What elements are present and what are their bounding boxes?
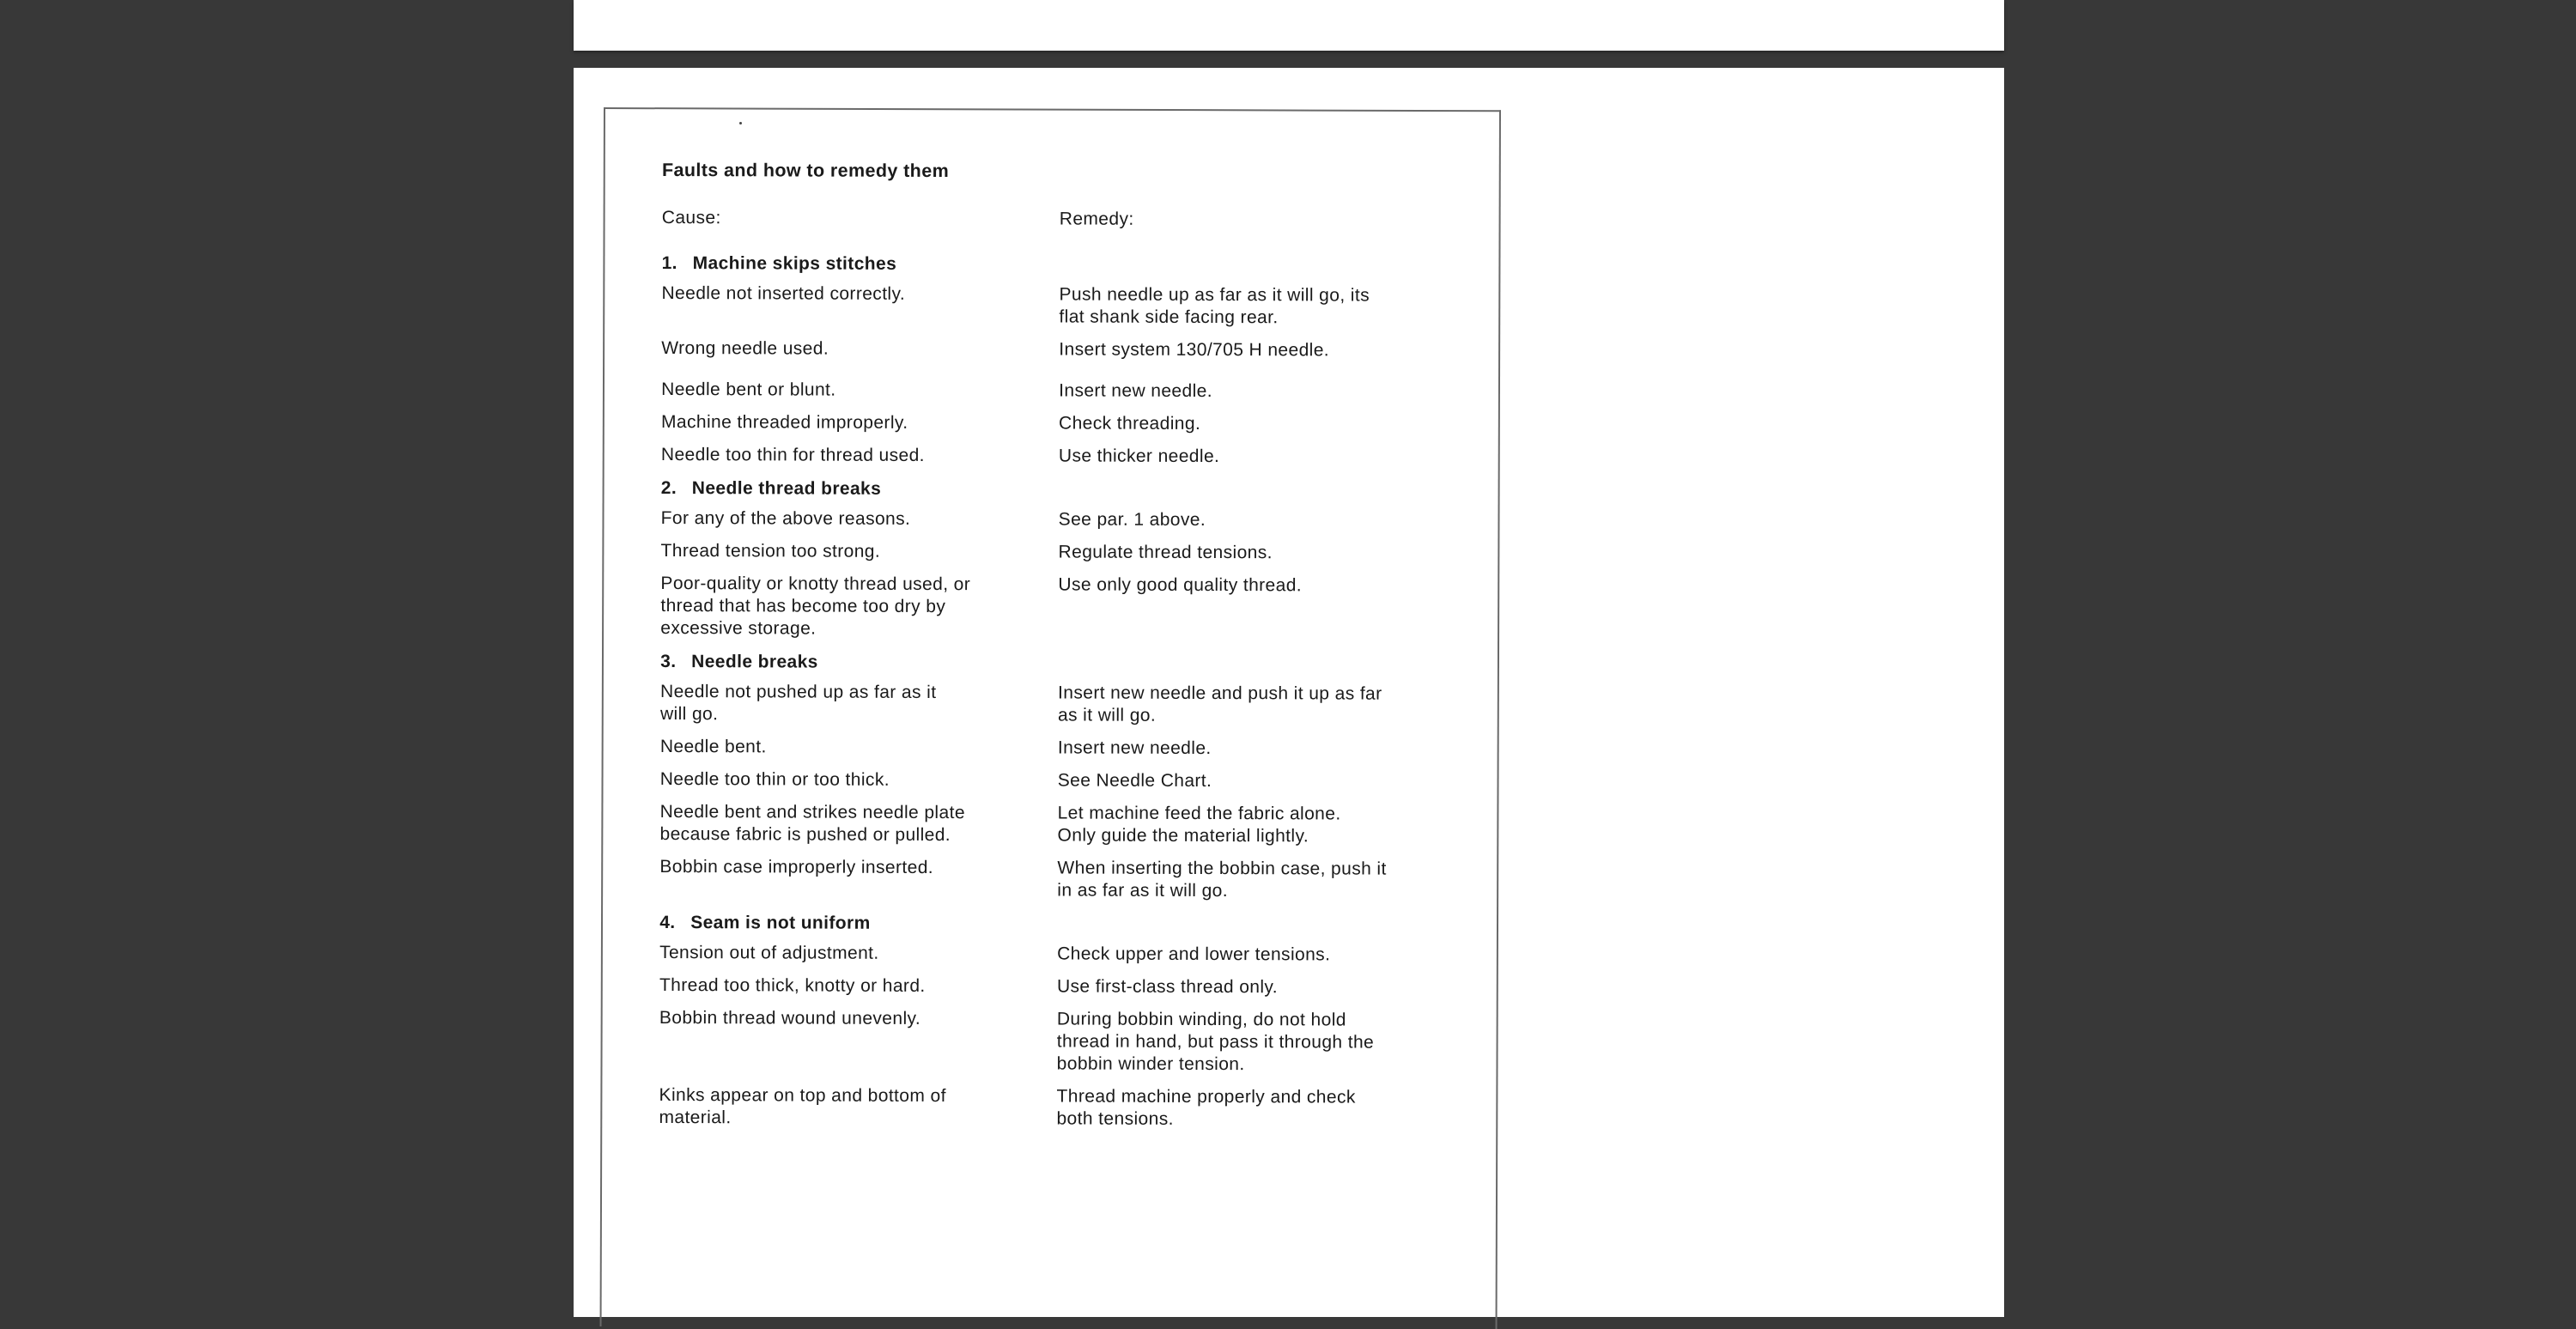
fault-cause: Machine threaded improperly. <box>661 411 908 433</box>
fault-remedy: Check upper and lower tensions. <box>1057 944 1331 965</box>
fault-remedy: Thread machine properly and check both tensions. <box>1056 1086 1356 1129</box>
fault-remedy: Insert system 130/705 H needle. <box>1059 339 1330 361</box>
fault-row <box>661 507 1468 532</box>
fault-remedy: Use only good quality thread. <box>1058 574 1303 596</box>
fault-remedy: Push needle up as far as it will go, its flat shank side facing rear. <box>1059 284 1370 328</box>
fault-row <box>660 573 1467 642</box>
section-title <box>661 478 1468 501</box>
fault-row <box>659 1084 1466 1132</box>
fault-row <box>660 736 1467 761</box>
fault-row <box>659 856 1467 903</box>
section-title <box>662 253 1469 276</box>
remedy-header: Remedy: <box>1059 209 1134 229</box>
fault-cause: Needle bent and strikes needle plate because fabric is pushed or pulled. <box>659 801 965 846</box>
fault-cause: Thread tension too strong. <box>660 540 881 561</box>
fault-cause: For any of the above reasons. <box>660 507 911 529</box>
section-title <box>660 652 1467 675</box>
fault-remedy: During bobbin winding, do not hold thread in hand, but pass it through the bobbin winder tension. <box>1056 1009 1375 1075</box>
fault-row <box>659 974 1467 999</box>
section-number: 4. <box>659 912 676 933</box>
current-page <box>574 68 2004 1317</box>
fault-row <box>661 337 1468 362</box>
fault-cause: Needle bent. <box>659 736 767 757</box>
fault-remedy: Use first-class thread only. <box>1056 976 1279 998</box>
section-heading: Machine skips stitches <box>692 253 897 274</box>
fault-section <box>659 913 1467 1132</box>
fault-cause: Kinks appear on top and bottom of material. <box>659 1084 946 1128</box>
fault-row <box>661 282 1468 330</box>
fault-remedy: When inserting the bobbin case, push it in as far as it will go. <box>1057 858 1387 901</box>
fault-row <box>659 801 1467 848</box>
fault-row <box>661 444 1468 469</box>
fault-row <box>661 540 1468 565</box>
fault-remedy: Use thicker needle. <box>1058 446 1220 467</box>
fault-cause: Bobbin case improperly inserted. <box>659 856 934 877</box>
fault-row <box>661 379 1468 404</box>
fault-remedy: Insert new needle and push it up as far as it will go. <box>1057 683 1382 725</box>
fault-remedy: Check threading. <box>1059 413 1201 434</box>
document-content <box>659 160 1469 1154</box>
fault-section <box>659 652 1467 903</box>
fault-row <box>661 411 1468 436</box>
previous-page <box>574 0 2004 51</box>
fault-row <box>660 681 1467 728</box>
fault-cause: Thread too thick, knotty or hard. <box>659 974 926 996</box>
fault-remedy: Insert new needle. <box>1059 380 1213 402</box>
fault-cause: Bobbin thread wound unevenly. <box>659 1007 921 1029</box>
fault-cause: Wrong needle used. <box>661 337 829 359</box>
fault-remedy: Let machine feed the fabric alone. Only guide the material lightly. <box>1057 803 1341 847</box>
fault-cause: Needle too thin or too thick. <box>659 768 890 790</box>
section-title <box>659 913 1467 936</box>
fault-section <box>661 253 1469 469</box>
page-title: Faults and how to remedy them <box>661 160 950 182</box>
fault-row <box>660 768 1467 793</box>
fault-remedy: Insert new needle. <box>1057 737 1212 759</box>
scan-speck <box>739 122 742 124</box>
fault-cause: Needle not inserted correctly. <box>661 282 906 304</box>
fault-row <box>659 942 1467 967</box>
fault-cause: Poor-quality or knotty thread used, or thread that has become too dry by excessive storage. <box>660 573 971 639</box>
fault-cause: Needle bent or blunt. <box>661 379 836 400</box>
fault-remedy: Regulate thread tensions. <box>1058 542 1273 563</box>
cause-header: Cause: <box>661 207 721 228</box>
fault-cause: Needle too thin for thread used. <box>660 444 925 465</box>
section-number: 3. <box>660 651 677 672</box>
fault-remedy: See Needle Chart. <box>1057 770 1212 792</box>
column-headers <box>662 207 1469 232</box>
fault-cause: Needle not pushed up as far as it will go. <box>659 681 937 725</box>
fault-row <box>659 1007 1467 1077</box>
fault-cause: Tension out of adjustment. <box>659 942 879 963</box>
section-heading: Needle breaks <box>691 652 818 672</box>
section-number: 1. <box>661 252 677 274</box>
fault-section <box>660 478 1468 642</box>
section-heading: Needle thread breaks <box>691 478 882 499</box>
fault-remedy: See par. 1 above. <box>1058 509 1206 530</box>
fault-sections <box>659 253 1468 1132</box>
section-number: 2. <box>660 477 677 499</box>
section-heading: Seam is not uniform <box>690 913 871 933</box>
